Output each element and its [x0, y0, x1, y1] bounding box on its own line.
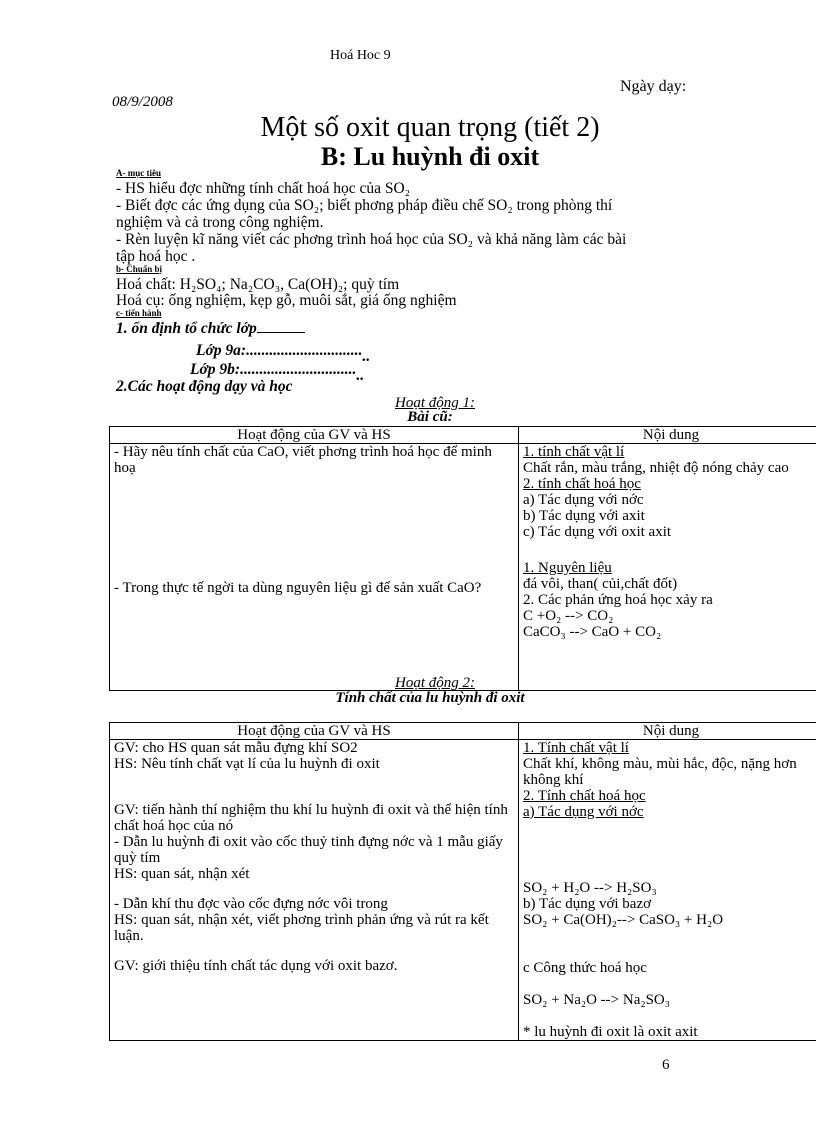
- activity1-table: [109, 426, 816, 691]
- spacer: [523, 540, 816, 560]
- activity2-right-cell: [519, 740, 816, 1041]
- activity1-right-cell: [519, 444, 816, 691]
- reactions-heading: 2. Các phản ứng hoá học xảy ra: [523, 592, 713, 608]
- activity1-subtitle: Bài cũ:: [407, 409, 453, 425]
- so2-physical-heading: 1. Tính chất vật lí: [523, 740, 629, 756]
- table-header-row: [110, 427, 816, 444]
- spacer: [523, 1008, 816, 1024]
- raw-materials-heading: 1. Nguyên liệu: [523, 560, 612, 576]
- objective-line: - HS hiểu đợc những tính chất hoá học của SO₂: [116, 180, 411, 197]
- equation-so2-na2o: SO₂ + Na₂O --> Na₂SO₃: [523, 992, 670, 1008]
- question-cao-properties: - Hãy nêu tính chất của CaO, viết phơng trình hoá học để minh hoạ: [114, 444, 492, 476]
- activity2-table: [109, 722, 816, 1041]
- column-header-content: Nội dung: [519, 427, 816, 444]
- activity2-title: Hoạt động 2:: [395, 675, 475, 691]
- formula-heading: c Công thức hoá học: [523, 960, 647, 976]
- step-activities: 2.Các hoạt động dạy và học: [116, 378, 293, 395]
- objective-line: - Rèn luyện kĩ năng viết các phơng trình hoá học của SO₂ và khả năng làm các bài: [116, 231, 627, 248]
- lesson-subtitle: B: Lu huỳnh đi oxit: [320, 142, 540, 171]
- step-basic-oxide: GV: giới thiệu tính chất tác dụng với oxit bazơ.: [114, 958, 398, 974]
- class-9a-label: Lớp 9a:..............................: [196, 342, 363, 359]
- chemical-property-b: b) Tác dụng với axit: [523, 508, 645, 524]
- physical-properties-heading: 1. tính chất vật lí: [523, 444, 625, 460]
- preparation-heading: b- Chuẩn bị: [116, 264, 163, 274]
- procedure-heading: c- tiến hành: [116, 308, 162, 318]
- step-observe-sample: GV: cho HS quan sát mẫu đựng khí SO2: [114, 740, 358, 756]
- objectives-heading: A- mục tiêu: [116, 168, 161, 178]
- table-row: [110, 444, 816, 691]
- teaching-date-label: Ngày dạy:: [620, 78, 687, 95]
- chemical-properties-heading: 2. tính chất hoá học: [523, 476, 641, 492]
- lesson-title: Một số oxit quan trọng (tiết 2): [260, 112, 600, 143]
- class-9b-row: [190, 361, 365, 384]
- step-observe: HS: quan sát, nhận xét: [114, 866, 250, 882]
- so2-with-base: b) Tác dụng với bazơ: [523, 896, 652, 912]
- question-cao-production: - Trong thực tế ngời ta dùng nguyên liệu gì để sản xuất CaO?: [114, 580, 482, 596]
- spacer: [114, 772, 514, 802]
- class-9b-label: Lớp 9b:..............................: [190, 361, 357, 378]
- column-header-content: Nội dung: [519, 723, 816, 740]
- column-header-activities: Hoạt động của GV và HS: [110, 723, 519, 740]
- spacer: [523, 820, 816, 880]
- so2-with-water: a) Tác dụng với nớc: [523, 804, 644, 820]
- class-9b-dots: ..: [356, 367, 365, 384]
- activity2-subtitle: Tính chất của lu huỳnh đi oxit: [335, 690, 525, 706]
- activity1-left-cell: [110, 444, 519, 691]
- activity1-title: Hoạt động 1:: [395, 395, 475, 411]
- spacer: [523, 976, 816, 992]
- column-header-activities: Hoạt động của GV và HS: [110, 427, 519, 444]
- physical-properties-text: Chất rắn, màu trắng, nhiệt độ nóng chảy cao: [523, 460, 789, 476]
- equation-so2-water: SO₂ + H₂O --> H₂SO₃: [523, 880, 657, 896]
- chemical-property-c: c) Tác dụng với oxit axit: [523, 524, 672, 540]
- objective-line: tập hoá học .: [116, 248, 196, 265]
- table-row: [110, 740, 816, 1041]
- chemicals-line: Hoá chất: H₂SO₄; Na₂CO₃, Ca(OH)₂; quỳ tím: [116, 276, 400, 293]
- page-header: Hoá Hoc 9: [330, 48, 391, 63]
- lesson-date: 08/9/2008: [112, 94, 173, 110]
- blank-line: [257, 332, 305, 333]
- chemical-property-a: a) Tác dụng với nớc: [523, 492, 644, 508]
- spacer: [523, 928, 816, 960]
- objective-line: - Biết đợc các ứng dụng của SO₂; biết phơng pháp điều chế SO₂ trong phòng thí: [116, 197, 613, 214]
- class-9a-row: [196, 342, 371, 365]
- equation-so2-base: SO₂ + Ca(OH)₂--> CaSO₃ + H₂O: [523, 912, 724, 928]
- table-header-row: [110, 723, 816, 740]
- step-limewater: - Dẫn khí thu đợc vào cốc đựng nớc vôi trong: [114, 896, 388, 912]
- class-9a-dots: ..: [362, 348, 371, 365]
- equation-caco3: CaCO₃ --> CaO + CO₂: [523, 624, 662, 640]
- spacer: [114, 944, 514, 958]
- so2-physical-text: Chất khí, không màu, mùi hắc, độc, nặng hơn không khí: [523, 756, 797, 788]
- step-organize-text: 1. ổn định tổ chức lớp: [116, 320, 257, 337]
- conclusion-acidic-oxide: * lu huỳnh đi oxit là oxit axit: [523, 1024, 698, 1040]
- raw-materials-text: đá vôi, than( củi,chất đốt): [523, 576, 678, 592]
- step-organize-class: [116, 320, 305, 338]
- step-conclude: HS: quan sát, nhận xét, viết phơng trình phản ứng và rút ra kết luận.: [114, 912, 489, 944]
- page-number: 6: [662, 1057, 670, 1073]
- step-bubble-water: - Dẫn lu huỳnh đi oxit vào cốc thuỷ tinh đựng nớc và 1 mẫu giấy quỳ tím: [114, 834, 503, 866]
- step-state-physical: HS: Nêu tính chất vạt lí của lu huỳnh đi oxit: [114, 756, 380, 772]
- tools-line: Hoá cụ: ống nghiệm, kẹp gỗ, muôi sắt, giá ống nghiệm: [116, 292, 457, 309]
- objective-line: nghiệm và cả trong công nghiệm.: [116, 214, 324, 231]
- spacer: [114, 882, 514, 896]
- activity2-left-cell: [110, 740, 519, 1041]
- spacer: [114, 476, 514, 580]
- step-experiment: GV: tiến hành thí nghiệm thu khí lu huỳnh đi oxit và thể hiện tính chất hoá học của nó: [114, 802, 508, 834]
- equation-carbon: C +O₂ --> CO₂: [523, 608, 614, 624]
- so2-chemical-heading: 2. Tính chất hoá học: [523, 788, 646, 804]
